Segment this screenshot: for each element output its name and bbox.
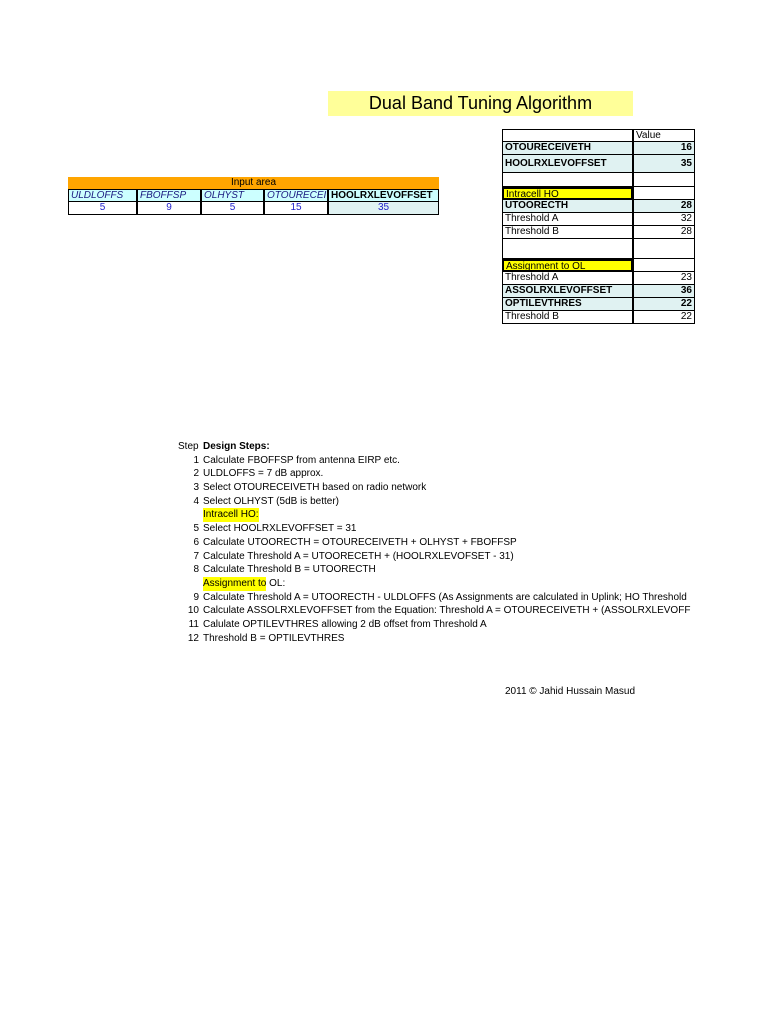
- value-table-header: [502, 129, 695, 142]
- olhyst-value[interactable]: 5: [201, 202, 264, 215]
- fboffsp-value[interactable]: 9: [137, 202, 201, 215]
- step-number: 11: [188, 618, 199, 630]
- intra-threshold-a-value: 32: [633, 213, 695, 226]
- input-area-values-row: [68, 202, 439, 215]
- step-number: 3: [193, 482, 199, 494]
- design-steps-title: Design Steps:: [203, 441, 270, 452]
- step-number: 8: [193, 564, 199, 576]
- step-number: 6: [193, 536, 199, 548]
- assolrxlevoffset-result: 36: [633, 285, 695, 298]
- intracell-ho-label: Intracell HO: [502, 187, 633, 200]
- uldloffs-value[interactable]: 5: [68, 202, 137, 215]
- otoureceiveth-label: OTOURECEIVETH: [502, 142, 633, 155]
- step-6: [178, 536, 768, 550]
- assign-threshold-b-label: Threshold B: [502, 311, 633, 324]
- step-9: [178, 591, 768, 605]
- col-olhyst-label: OLHYST: [201, 189, 264, 202]
- step-number-blank: [178, 508, 203, 522]
- step-1: [178, 454, 768, 468]
- assign-threshold-a-value: 23: [633, 272, 695, 285]
- row-intracell-ho: [502, 187, 695, 200]
- spacer-key-2: [502, 239, 633, 259]
- assign-threshold-b-value: 22: [633, 311, 695, 324]
- row-intra-threshold-a: [502, 213, 695, 226]
- step-text: ULDLOFFS = 7 dB approx.: [203, 468, 324, 480]
- value-table: [502, 129, 695, 324]
- step-text: Calculate FBOFFSP from antenna EIRP etc.: [203, 454, 400, 466]
- row-otoureceiveth: [502, 142, 695, 155]
- optilevthres-label: OPTILEVTHRES: [502, 298, 633, 311]
- intracell-heading: [178, 508, 768, 522]
- step-number: 1: [193, 454, 199, 466]
- assignment-to-ol-value: [633, 259, 695, 272]
- step-7: [178, 550, 768, 564]
- step-number: 7: [193, 550, 199, 562]
- step-10: [178, 604, 768, 618]
- intracell-ho-value: [633, 187, 695, 200]
- step-text: Calculate Threshold A = UTOORECTH - ULDLOFFS (As Assignments are calculated in Uplink; HO Threshold: [203, 591, 687, 603]
- row-assolrxlevoffset: [502, 285, 695, 298]
- assignment-heading: [178, 577, 768, 591]
- step-number: 5: [193, 523, 199, 535]
- input-area-labels-row: [68, 189, 439, 202]
- step-column-label: Step: [178, 441, 199, 452]
- intra-threshold-b-value: 28: [633, 226, 695, 239]
- otoureceiveth-value[interactable]: 15: [264, 202, 328, 215]
- assignment-heading-rest: OL:: [266, 577, 286, 589]
- steps-heading: [178, 440, 768, 454]
- step-2: [178, 467, 768, 481]
- step-8: [178, 563, 768, 577]
- step-text: Calculate Threshold B = UTOORECTH: [203, 564, 376, 576]
- input-area-table: [68, 177, 439, 215]
- input-area-header: Input area: [68, 177, 439, 189]
- step-text: Threshold B = OPTILEVTHRES: [203, 632, 345, 644]
- step-text: Calulate OPTILEVTHRES allowing 2 dB offset from Threshold A: [203, 618, 487, 630]
- step-5: [178, 522, 768, 536]
- step-11: [178, 618, 768, 632]
- row-assign-threshold-b: [502, 311, 695, 324]
- step-4: [178, 495, 768, 509]
- hoolrxlevoffset-label: HOOLRXLEVOFFSET: [502, 155, 633, 173]
- step-number: 12: [187, 632, 199, 644]
- assignment-heading-highlight: Assignment to: [203, 577, 267, 589]
- assolrxlevoffset-label: ASSOLRXLEVOFFSET: [502, 285, 633, 298]
- header-key-cell: [502, 129, 633, 142]
- col-hoolrxlevoffset-label: HOOLRXLEVOFFSET: [328, 189, 439, 202]
- step-number: 2: [193, 468, 199, 480]
- spacer-key: [502, 173, 633, 187]
- spacer-value-2: [633, 239, 695, 259]
- step-text: Select HOOLRXLEVOFFSET = 31: [203, 523, 357, 535]
- intra-threshold-a-label: Threshold A: [502, 213, 633, 226]
- col-otoureceiveth-label: OTOURECEI: [264, 189, 328, 202]
- copyright-credit: 2011 © Jahid Hussain Masud: [505, 686, 636, 697]
- step-text: Calculate UTOORECTH = OTOURECEIVETH + OLHYST + FBOFFSP: [203, 536, 517, 548]
- spacer-row: [502, 173, 695, 187]
- spacer-value: [633, 173, 695, 187]
- row-intra-threshold-b: [502, 226, 695, 239]
- step-12: [178, 632, 768, 646]
- spacer-row-2: [502, 239, 695, 259]
- col-uldloffs-label: ULDLOFFS: [68, 189, 137, 202]
- optilevthres-result: 22: [633, 298, 695, 311]
- step-text: Select OTOURECEIVETH based on radio network: [203, 482, 427, 494]
- row-optilevthres: [502, 298, 695, 311]
- row-hoolrxlevoffset: [502, 155, 695, 173]
- step-number-blank: [178, 577, 203, 591]
- utoorecth-result: 28: [633, 200, 695, 213]
- step-number: 9: [193, 591, 199, 603]
- page-title: Dual Band Tuning Algorithm: [328, 91, 633, 116]
- col-fboffsp-label: FBOFFSP: [137, 189, 201, 202]
- hoolrxlevoffset-value[interactable]: 35: [328, 202, 439, 215]
- assignment-to-ol-label: Assignment to OL: [502, 259, 633, 272]
- intra-threshold-b-label: Threshold B: [502, 226, 633, 239]
- intracell-heading-text: Intracell HO:: [203, 509, 259, 521]
- row-assign-threshold-a: [502, 272, 695, 285]
- otoureceiveth-result: 16: [633, 142, 695, 155]
- step-text: Calculate ASSOLRXLEVOFFSET from the Equation: Threshold A = OTOURECEIVETH + (ASSOLRXLEVOFF: [203, 605, 691, 617]
- header-value-label: Value: [633, 129, 695, 142]
- hoolrxlevoffset-result: 35: [633, 155, 695, 173]
- step-text: Select OLHYST (5dB is better): [203, 495, 339, 507]
- row-assignment-to-ol: [502, 259, 695, 272]
- step-text: Calculate Threshold A = UTOORECETH + (HOOLRXLEVOFSET - 31): [203, 550, 514, 562]
- design-steps: [178, 440, 768, 645]
- step-3: [178, 481, 768, 495]
- step-number: 4: [193, 495, 199, 507]
- row-utoorecth: [502, 200, 695, 213]
- step-number: 10: [187, 605, 199, 617]
- utoorecth-label: UTOORECTH: [502, 200, 633, 213]
- assign-threshold-a-label: Threshold A: [502, 272, 633, 285]
